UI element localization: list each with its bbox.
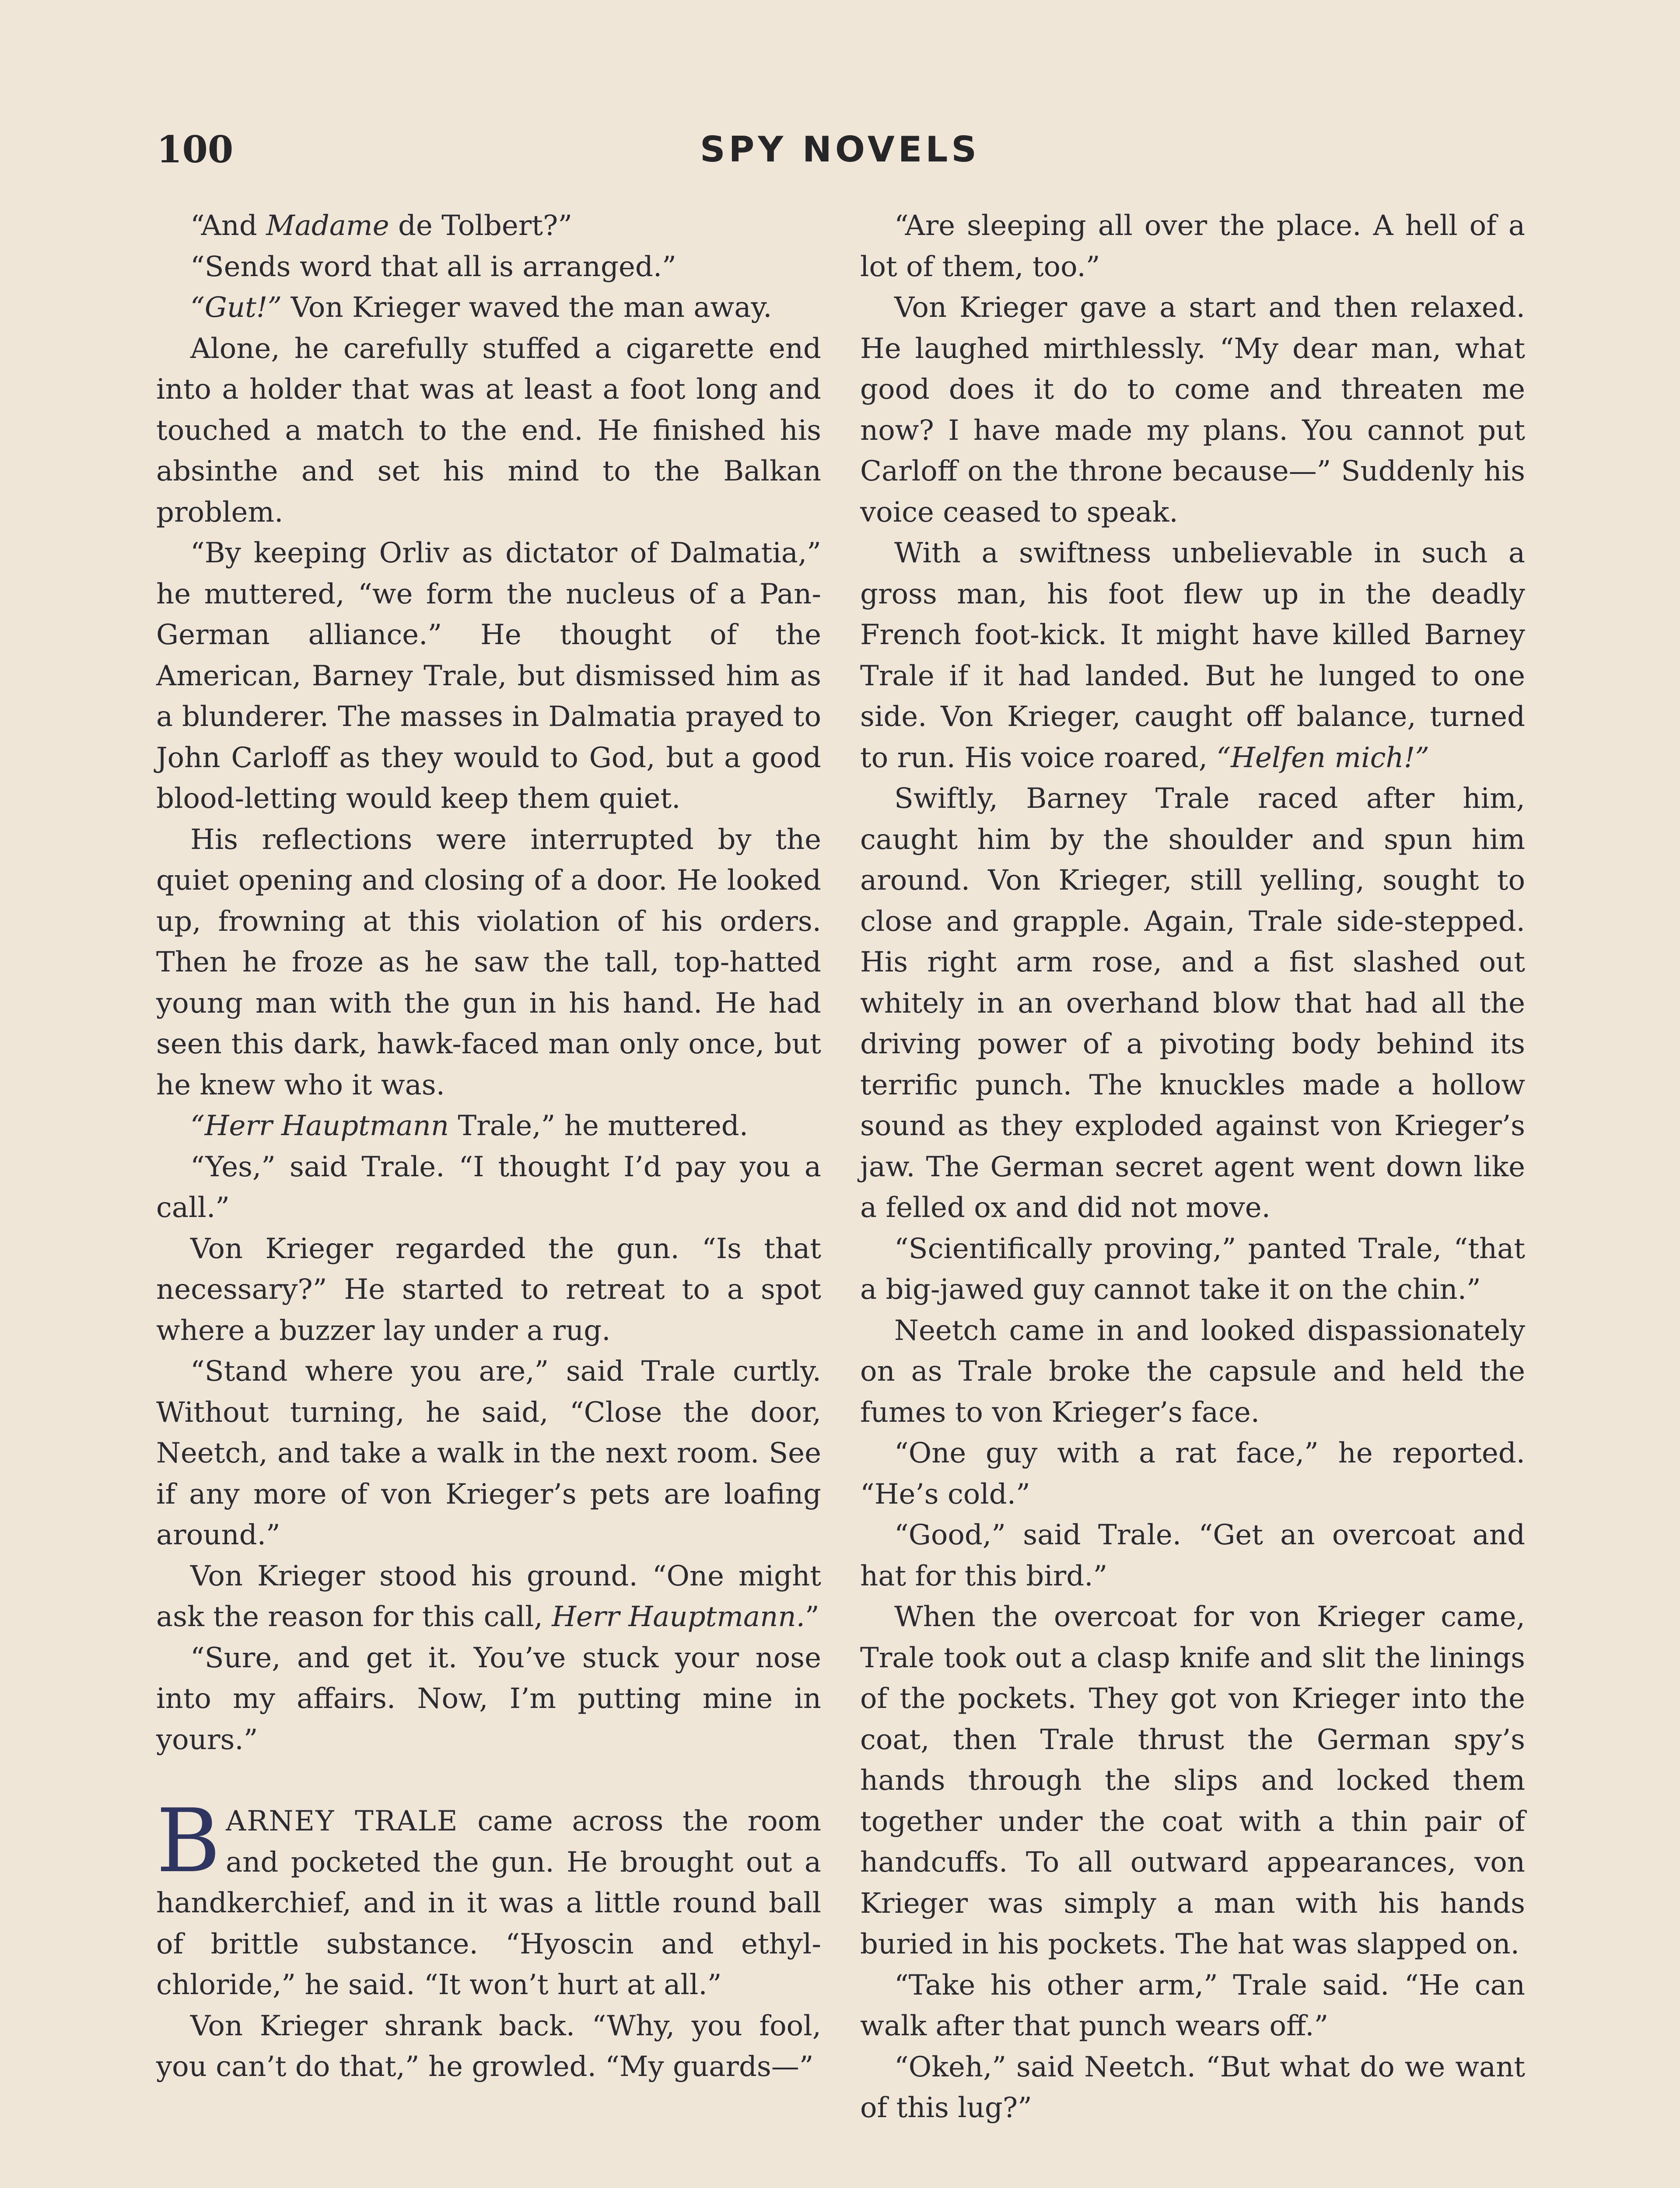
italic-text: “Herr Hauptmann bbox=[190, 1110, 449, 1142]
paragraph bbox=[156, 1147, 821, 1229]
text-run: “Sure, and get it. You’ve stuck your nose into my affairs. Now, I’m putting mine in yours.” bbox=[156, 1641, 821, 1756]
text-run: “Stand where you are,” said Trale curtly. Without turning, he said, “Close the door, Neetch, and take a walk in the next room. See if any more of von Krieger’s pets are loafing around.” bbox=[156, 1355, 821, 1551]
text-run: Trale,” he muttered. bbox=[449, 1110, 749, 1142]
text-run: Von Krieger shrank back. “Why, you fool, you can’t do that,” he growled. “My guards—” bbox=[156, 2009, 821, 2083]
text-run: His reflections were interrupted by the quiet opening and closing of a door. He looked up, frowning at this violation of his orders. Then he froze as he saw the tall, top-hatted young man with the gun in his hand. He had seen this dark, hawk-faced man only once, but he knew who it was. bbox=[156, 823, 821, 1101]
paragraph bbox=[156, 2006, 821, 2088]
running-head: SPY NOVELS bbox=[700, 129, 980, 170]
paragraph bbox=[860, 1433, 1525, 1515]
paragraph bbox=[156, 247, 821, 288]
italic-text: Herr Hauptmann. bbox=[552, 1601, 805, 1633]
text-run: “Okeh,” said Neetch. “But what do we want of this lug?” bbox=[860, 2051, 1525, 2124]
left-column-paragraphs bbox=[156, 206, 821, 1760]
paragraph bbox=[860, 206, 1525, 288]
paragraph bbox=[156, 1106, 821, 1147]
right-column-paragraphs bbox=[860, 206, 1525, 2129]
paragraph bbox=[860, 1229, 1525, 1311]
paragraph bbox=[156, 820, 821, 1106]
text-run: Von Krieger stood his ground. “One might ask the reason for this call, bbox=[156, 1560, 821, 1633]
left-column-paragraphs-after bbox=[156, 2006, 821, 2088]
text-run: “By keeping Orliv as dictator of Dalmatia,” he muttered, “we form the nucleus of a Pan-German alliance.” He thought of the American, Barney Trale, but dismissed him as a blunderer. The masses in Dalmatia prayed to John Carloff as they would to God, but a good blood-letting would keep them quiet. bbox=[156, 537, 821, 815]
text-run: Swiftly, Barney Trale raced after him, caught him by the shoulder and spun him around. Von Krieger, still yelling, sought to close and grapple. Again, Trale side-stepped. His right arm rose, and a fist slashed out whitely in an overhand blow that had all the driving power of a pivoting body behind its terrific punch. The knuckles made a hollow sound as they exploded against von Krieger’s jaw. The German secret agent went down like a felled ox and did not move. bbox=[860, 782, 1525, 1224]
paragraph bbox=[156, 1229, 821, 1352]
paragraph bbox=[860, 1311, 1525, 1434]
paragraph bbox=[156, 206, 821, 247]
text-run: “Sends word that all is arranged.” bbox=[190, 250, 676, 283]
text-run: When the overcoat for von Krieger came, Trale took out a clasp knife and slit the linings of the pockets. They got von Krieger into the coat, then Trale thrust the German spy’s hands through the slips and locked them together under the coat with a thin pair of handcuffs. To all outward appearances, von Krieger was simply a man with his hands buried in his pockets. The hat was slapped on. bbox=[860, 1601, 1525, 1960]
paragraph bbox=[156, 1556, 821, 1638]
section-opening-paragraph bbox=[156, 1790, 822, 2006]
paragraph bbox=[860, 1597, 1525, 1965]
text-run: “Good,” said Trale. “Get an overcoat and hat for this bird.” bbox=[860, 1519, 1525, 1592]
paragraph bbox=[860, 1965, 1525, 2047]
text-run: Von Krieger waved the man away. bbox=[282, 291, 772, 324]
italic-text: Madame bbox=[266, 210, 389, 242]
italic-text: “Helfen mich!” bbox=[1216, 741, 1430, 774]
text-run: Alone, he carefully stuffed a cigarette end into a holder that was at least a foot long and touched a match to the end. He finished his absinthe and set his mind to the Balkan problem. bbox=[156, 332, 821, 529]
paragraph bbox=[860, 2047, 1525, 2129]
paragraph bbox=[156, 288, 821, 329]
drop-cap: B bbox=[156, 1790, 220, 1892]
text-run: “Yes,” said Trale. “I thought I’d pay you a call.” bbox=[156, 1150, 821, 1224]
text-run: “Take his other arm,” Trale said. “He can walk after that punch wears off.” bbox=[860, 1969, 1525, 2042]
text-run: With a swiftness unbelievable in such a gross man, his foot flew up in the deadly French foot-kick. It might have killed Barney Trale if it had landed. But he lunged to one side. Von Krieger, caught off balance, turned to run. His voice roared, bbox=[860, 537, 1525, 774]
paragraph bbox=[860, 1515, 1525, 1597]
text-run: de Tolbert?” bbox=[389, 210, 573, 242]
paragraph bbox=[156, 329, 821, 533]
text-run: “Are sleeping all over the place. A hell of a lot of them, too.” bbox=[860, 210, 1525, 283]
lead-in: ARNEY TRALE bbox=[225, 1805, 458, 1837]
left-column bbox=[156, 206, 821, 2088]
paragraph bbox=[156, 533, 821, 820]
page-number: 100 bbox=[157, 128, 234, 171]
text-run: “And bbox=[190, 210, 266, 242]
section-opening-text: came across the room and pocketed the gun. He brought out a handkerchief, and in it was a little round ball of brittle substance. “Hyoscin and ethyl-chloride,” he said. “It won’t hurt at all.” bbox=[156, 1805, 822, 2001]
text-run: Von Krieger gave a start and then relaxed. He laughed mirthlessly. “My dear man, what good does it do to come and threaten me now? I have made my plans. You cannot put Carloff on the throne because—” Suddenly his voice ceased to speak. bbox=[860, 291, 1525, 529]
paragraph bbox=[156, 1351, 821, 1556]
right-column bbox=[860, 206, 1525, 2129]
text-run: “Scientifically proving,” panted Trale, “that a big-jawed guy cannot take it on the chin.” bbox=[860, 1232, 1525, 1306]
text-run: ” bbox=[805, 1601, 819, 1633]
paragraph bbox=[156, 1638, 821, 1761]
paragraph bbox=[860, 778, 1525, 1229]
italic-text: “Gut!” bbox=[190, 291, 282, 324]
text-run: Neetch came in and looked dispassionately on as Trale broke the capsule and held the fumes to von Krieger’s face. bbox=[860, 1314, 1525, 1429]
paragraph bbox=[860, 533, 1525, 778]
text-run: Von Krieger regarded the gun. “Is that necessary?” He started to retreat to a spot where a buzzer lay under a rug. bbox=[156, 1232, 821, 1347]
text-run: “One guy with a rat face,” he reported. “He’s cold.” bbox=[860, 1437, 1525, 1511]
paragraph bbox=[860, 288, 1525, 533]
